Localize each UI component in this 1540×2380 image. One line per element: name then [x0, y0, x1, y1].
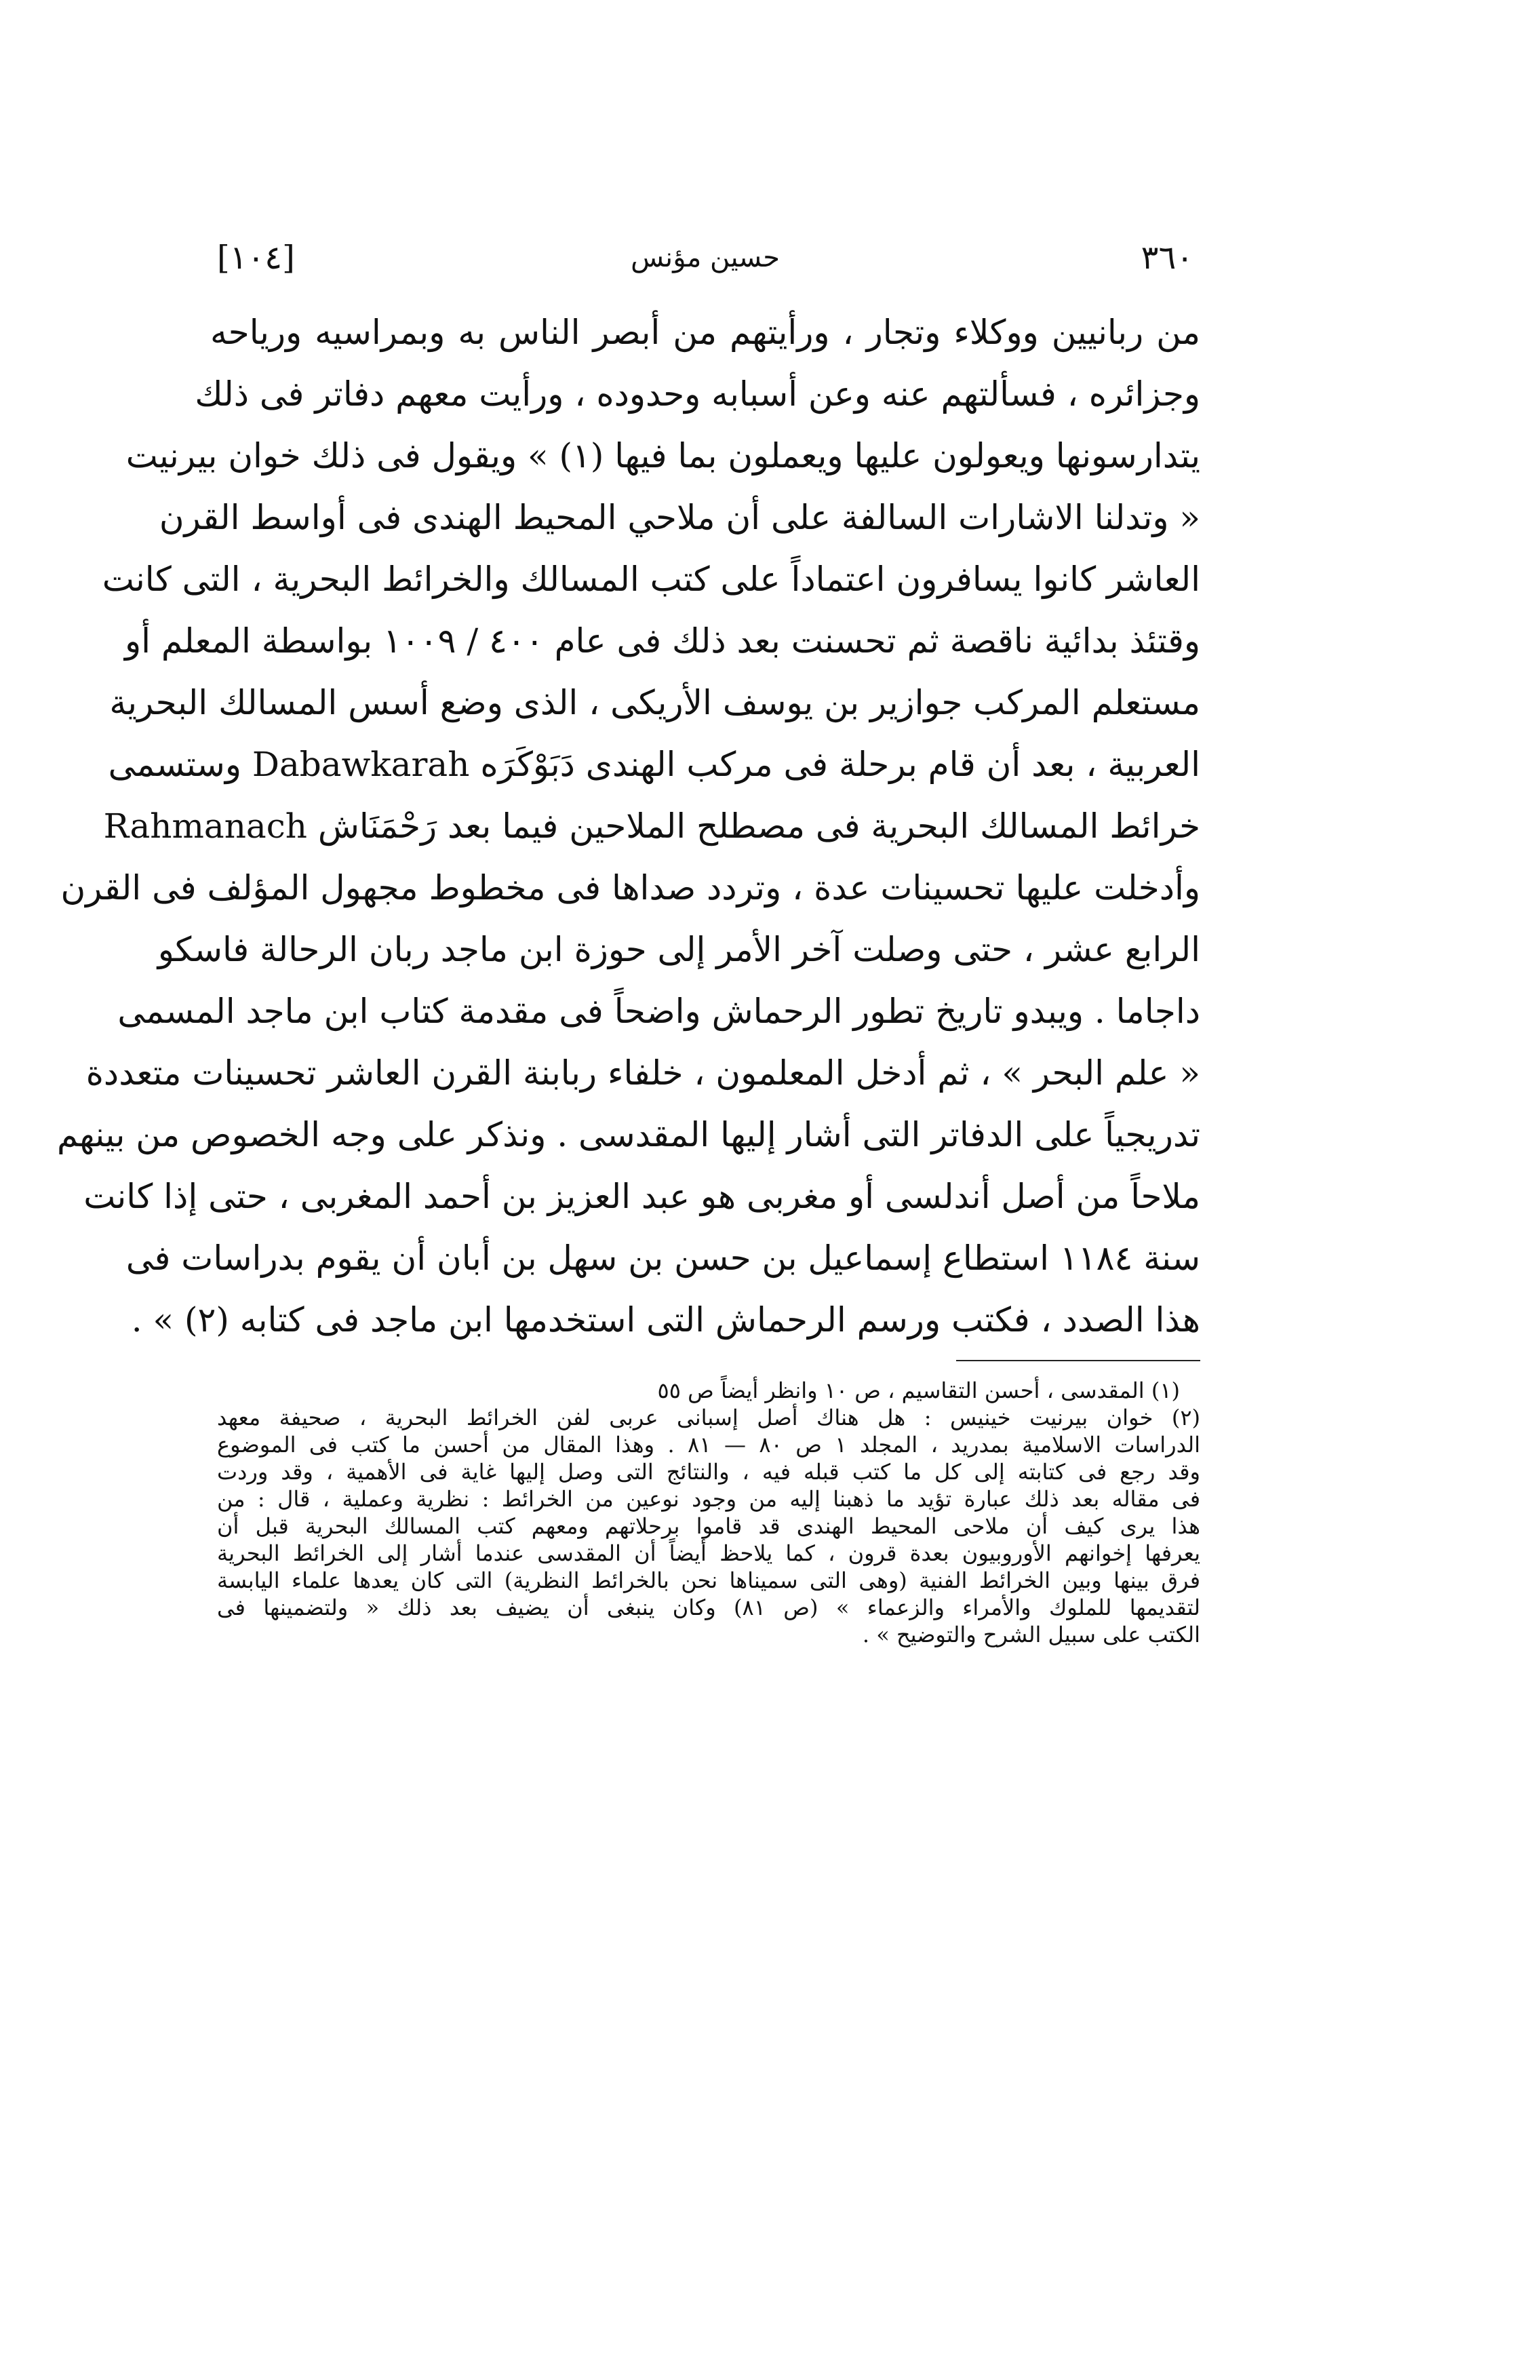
footnote-line: (٢) خوان بيرنيت خينيس : هل هناك أصل إسبانى عربى لفن الخرائط البحرية ، صحيفة معهد	[217, 1405, 1200, 1430]
text-line: الرابع عشر ، حتى وصلت آخر الأمر إلى حوزة ابن ماجد ربان الرحالة فاسكو	[157, 930, 1200, 969]
text-line: مستعلم المركب جوازير بن يوسف الأريكى ، الذى وضع أسس المسالك البحرية	[109, 683, 1200, 722]
footnote-line: لتقديمها للملوك والأمراء والزعماء » (ص ٨١) وكان ينبغى أن يضيف بعد ذلك « ولتضمينها فى	[217, 1595, 1201, 1620]
main-text	[56, 302, 1200, 1351]
text-line: وقتئذ بدائية ناقصة ثم تحسنت بعد ذلك فى عام ٤٠٠ / ١٠٠٩ بواسطة المعلم أو	[125, 621, 1200, 661]
running-head-author: حسين مؤنس	[631, 242, 780, 273]
footnote-line: وقد رجع فى كتابته إلى كل ما كتب قبله فيه ، والنتائج التى وصل إليها غاية فى الأهمية ، وقد وردت	[217, 1459, 1200, 1485]
text-line: ملاحاً من أصل أندلسى أو مغربى هو عبد العزيز بن أحمد المغربى ، حتى إذا كانت	[83, 1177, 1200, 1216]
text-line: « علم البحر » ، ثم أدخل المعلمون ، خلفاء ربابنة القرن العاشر تحسينات متعددة	[85, 1053, 1200, 1093]
text-line: تدريجياً على الدفاتر التى أشار إليها المقدسى . ونذكر على وجه الخصوص من بينهم	[56, 1115, 1200, 1154]
text-line: العاشر كانوا يسافرون اعتماداً على كتب المسالك والخرائط البحرية ، التى كانت	[102, 560, 1200, 599]
footnotes	[217, 1377, 1200, 1648]
text-line: داجاما . ويبدو تاريخ تطور الرحماش واضحاً فى مقدمة كتاب ابن ماجد المسمى	[117, 992, 1200, 1031]
footnote-line: الكتب على سبيل الشرح والتوضيح » .	[862, 1622, 1200, 1647]
footnote-line: يعرفها إخوانهم الأوروبيون بعدة قرون ، كما يلاحظ أيضاً أن المقدسى عندما أشار إلى الخرائط البحرية	[217, 1540, 1201, 1566]
footnote-line: فى مقاله بعد ذلك عبارة تؤيد ما ذهبنا إليه من وجود نوعين من الخرائط : نظرية وعملية ، قال : من	[217, 1486, 1201, 1512]
footnote-line: هذا يرى كيف أن ملاحى المحيط الهندى قد قاموا برحلاتهم ومعهم كتب المسالك البحرية قبل أن	[217, 1513, 1201, 1539]
text-line: من ربانيين ووكلاء وتجار ، ورأيتهم من أبصر الناس به وبمراسيه ورياحه	[210, 313, 1200, 352]
text-line: هذا الصدد ، فكتب ورسم الرحماش التى استخدمها ابن ماجد فى كتابه (٢) » .	[131, 1300, 1200, 1340]
text-line: وجزائره ، فسألتهم عنه وعن أسبابه وحدوده ، ورأيت معهم دفاتر فى ذلك	[195, 374, 1200, 414]
footnote-line: (١) المقدسى ، أحسن التقاسيم ، ص ١٠ وانظر أيضاً ص ٥٥	[657, 1378, 1180, 1403]
text-line: « وتدلنا الاشارات السالفة على أن ملاحي المحيط الهندى فى أواسط القرن	[159, 498, 1200, 537]
footnote-line: الدراسات الاسلامية بمدريد ، المجلد ١ ص ٨٠ — ٨١ . وهذا المقال من أحسن ما كتب فى الموضوع	[217, 1432, 1201, 1458]
page-number: ٣٦٠	[1141, 239, 1193, 277]
text-line: العربية ، بعد أن قام برحلة فى مركب الهندى دَبَوْكَرَه Dabawkarah وستسمى	[108, 745, 1200, 784]
text-line: يتدارسونها ويعولون عليها ويعملون بما فيها (١) » ويقول فى ذلك خوان بيرنيت	[125, 436, 1200, 475]
bracketed-page-number: [١٠٤]	[217, 239, 295, 277]
footnote-line: فرق بينها وبين الخرائط الفنية (وهى التى سميناها نحن بالخرائط النظرية) التى كان يعدها علماء اليابسة	[217, 1567, 1201, 1593]
text-line: سنة ١١٨٤ استطاع إسماعيل بن حسن بن سهل بن أبان أن يقوم بدراسات فى	[125, 1238, 1200, 1278]
footnote-separator	[956, 1360, 1200, 1361]
page-header	[217, 237, 1193, 298]
text-line: خرائط المسالك البحرية فى مصطلح الملاحين فيما بعد رَحْمَنَاش Rahmanach	[103, 806, 1200, 846]
text-line: وأدخلت عليها تحسينات عدة ، وتردد صداها فى مخطوط مجهول المؤلف فى القرن	[60, 868, 1200, 908]
